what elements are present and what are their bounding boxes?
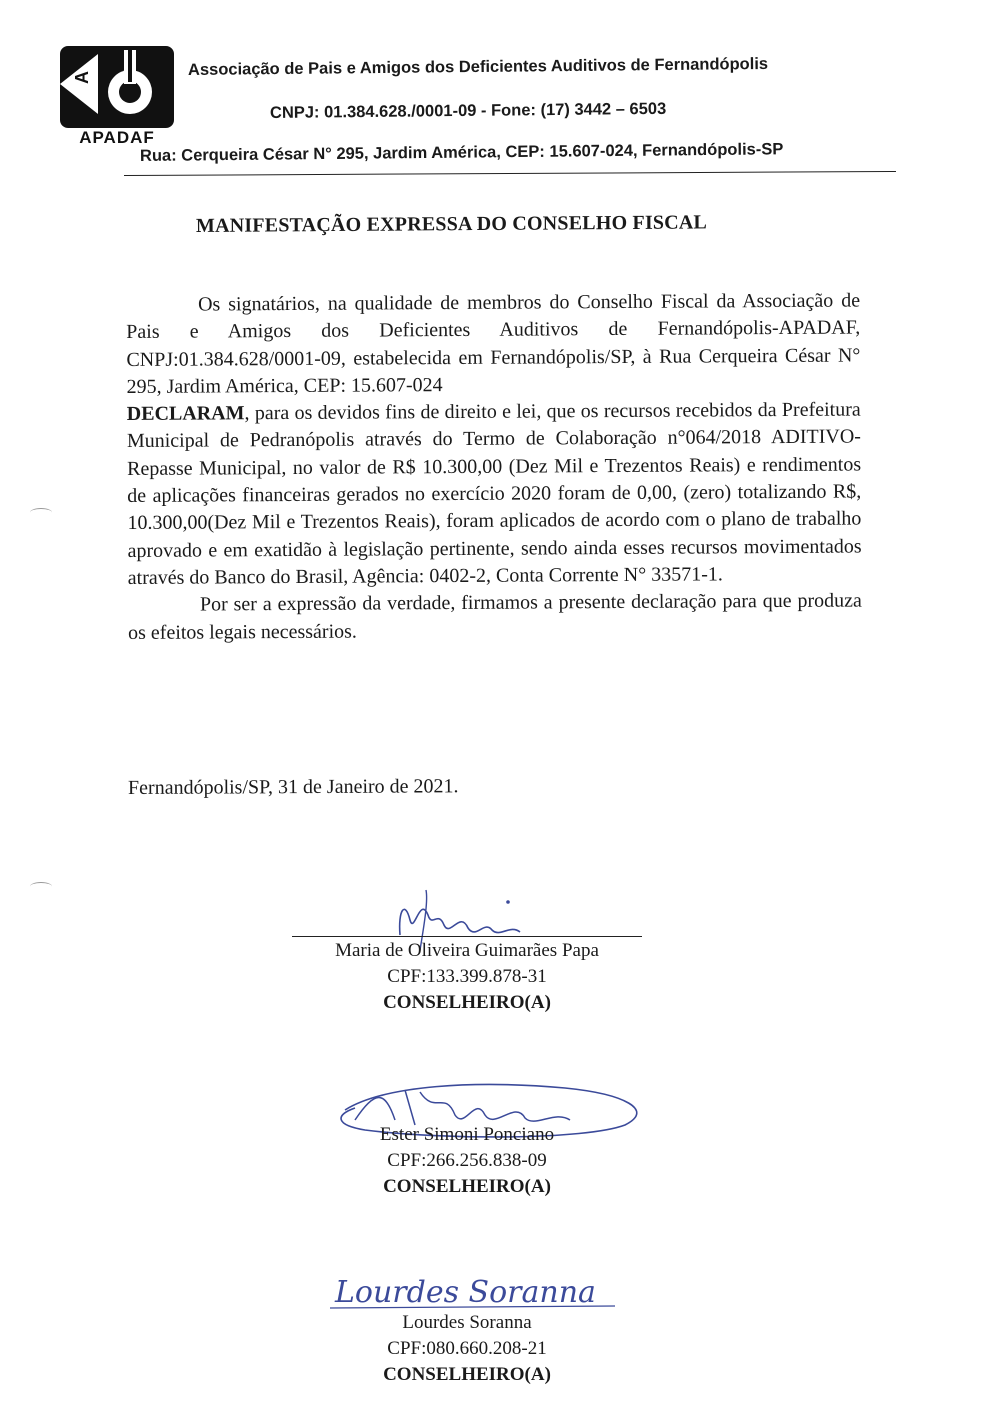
org-address: Rua: Cerqueira César N° 295, Jardim América, CEP: 15.607-024, Fernandópolis-SP [139, 140, 784, 165]
signatory-role: CONSELHEIRO(A) [383, 1176, 551, 1197]
signature-handwriting: Lourdes Soranna [335, 1275, 596, 1310]
paragraph-closing: Por ser a expressão da verdade, firmamos a presente declaração para que produza os efeitos legais necessários. [128, 589, 862, 644]
signatory-cpf: CPF:266.256.838-09 [387, 1150, 547, 1171]
scan-mark [30, 508, 52, 517]
signatory-cpf: CPF:080.660.208-21 [387, 1338, 547, 1359]
apadaf-logo [58, 44, 176, 156]
paragraph-signatories: Os signatários, na qualidade de membros do Conselho Fiscal da Associação de Pais e Amigos dos Deficientes Auditivos de Fernandópolis-APADAF, CNPJ:01.384.628/0001-09, estabelecida em Fernandópolis/SP, à Rua Cerqueira César N° 295, Jardim América, CEP: 15.607-024 [126, 289, 861, 398]
org-name: Associação de Pais e Amigos dos Deficientes Auditivos de Fernandópolis [187, 54, 769, 79]
header-divider [124, 171, 896, 176]
logo-text: APADAF [79, 128, 155, 147]
signature-line-1 [292, 936, 642, 937]
signature-block-1 [292, 940, 642, 1014]
scan-mark [30, 882, 52, 891]
declaram-keyword: DECLARAM [126, 402, 245, 426]
signatory-role: CONSELHEIRO(A) [383, 1364, 551, 1385]
signature-scribble-3 [325, 1266, 625, 1316]
signatory-name: Maria de Oliveira Guimarães Papa [335, 940, 599, 961]
date-line: Fernandópolis/SP, 31 de Janeiro de 2021. [127, 775, 459, 799]
signatory-role: CONSELHEIRO(A) [383, 992, 551, 1013]
signatory-cpf: CPF:133.399.878-31 [387, 966, 547, 987]
signature-block-3 [292, 1312, 642, 1386]
paragraph-declaration [127, 397, 862, 593]
declaration-text: , para os devidos fins de direito e lei, que os recursos recebidos da Prefeitura Municipal de Pedranópolis através do Termo de Colaboração n°064/2018 ADITIVO-Repasse Municipal, no valor de R$ 10.300,00 (Dez Mil e Trezentos Reais) e rendimentos de aplicações financeiras gerados no exercício 2020 foram de 0,00, (zero) totalizando R$, 10.300,00(Dez Mil e Trezentos Reais), foram aplicados de acordo com o plano de trabalho aprovado e em exatidão à legislação pertinente, sendo ainda esses recursos movimentados através do Banco do Brasil, Agência: 0402-2, Conta Corrente N° 33571-1. [126, 398, 862, 589]
logo-letter-a: A [72, 71, 92, 84]
signature-block-2 [292, 1124, 642, 1198]
document-body [126, 288, 862, 647]
cnpj-phone: CNPJ: 01.384.628./0001-09 - Fone: (17) 3442 – 6503 [269, 99, 667, 122]
ear-logo-icon [58, 44, 176, 130]
document-title: MANIFESTAÇÃO EXPRESSA DO CONSELHO FISCAL [195, 211, 708, 237]
signatory-name: Ester Simoni Ponciano [379, 1124, 555, 1145]
signatory-name: Lourdes Soranna [402, 1312, 532, 1333]
